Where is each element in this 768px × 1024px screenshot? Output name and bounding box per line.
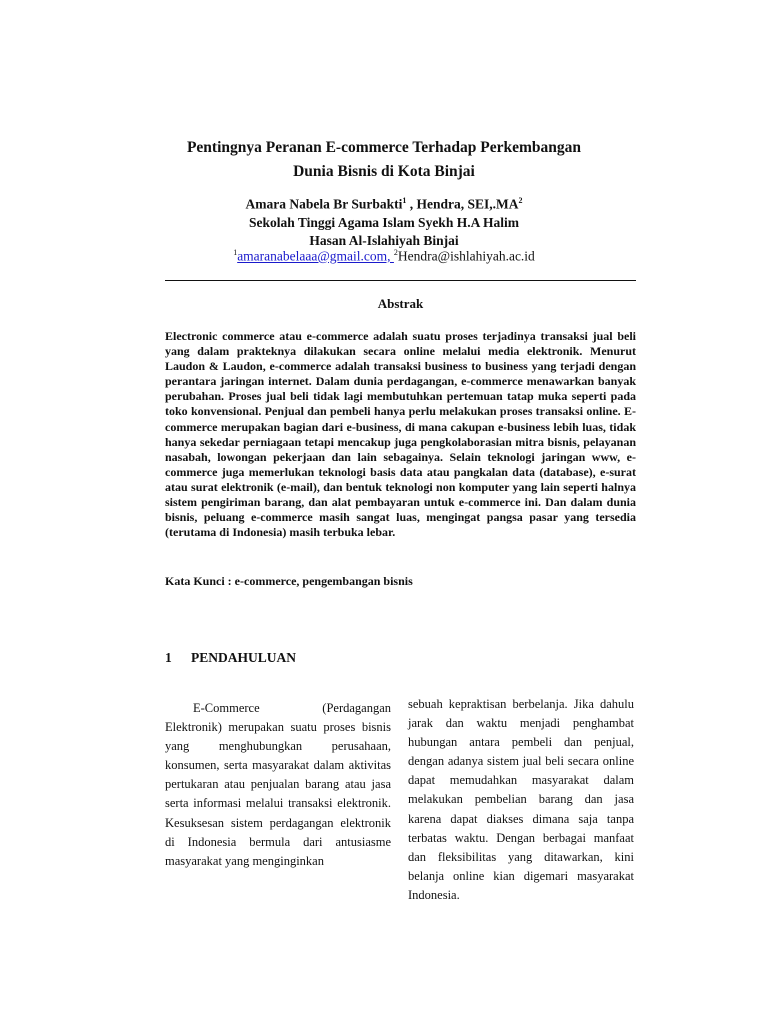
keywords-value: e-commerce, pengembangan bisnis (234, 574, 413, 588)
abstract-heading: Abstrak (377, 296, 424, 311)
author-line (150, 192, 618, 214)
email-1-link[interactable]: amaranabelaaa@gmail.com, (237, 248, 394, 264)
email-2-superscript: 2 (393, 248, 398, 257)
author-2-superscript: 2 (518, 196, 523, 205)
author-1-superscript: 1 (402, 196, 407, 205)
section-heading (165, 650, 296, 666)
section-number: 1 (165, 650, 172, 665)
title-line-1: Pentingnya Peranan E-commerce Terhadap Perkembangan (186, 139, 582, 156)
email-1-superscript: 1 (233, 248, 238, 257)
author-1-name: Amara Nabela Br Surbakti (245, 196, 403, 212)
author-separator: , (406, 196, 417, 212)
affiliation-line-1: Sekolah Tinggi Agama Islam Syekh H.A Halim (249, 214, 519, 230)
body-column-left: E-Commerce (Perdagangan Elektronik) merupakan suatu proses bisnis yang menghubungkan perusahaan, konsumen, serta masyarakat dalam aktivitas pertukaran atau penjualan barang atau jasa serta informasi melalui transaksi elektronik. Kesuksesan sistem perdagangan elektronik di Indonesia bermula dari antusiasme masyarakat yang menginginkan (165, 701, 391, 868)
header-divider (165, 280, 636, 281)
author-block (150, 192, 618, 250)
title-line-2: Dunia Bisnis di Kota Binjai (293, 163, 475, 180)
abstract-text: Electronic commerce atau e-commerce adalah suatu proses terjadinya transaksi jual beli yang dalam prakteknya dilakukan secara online melalui media elektronik. Menurut Laudon & Laudon, e-commerce adalah transaksi business to business yang terjadi dengan perantara jaringan internet. Dalam dunia perdagangan, e-commerce menawarkan banyak perubahan. Proses jual beli tidak lagi membutuhkan pertemuan tatap muka seperti pada toko konvensional. Penjual dan pembeli hanya perlu melakukan proses transaksi online. E-commerce merupakan bagian dari e-business, di mana cakupan e-business lebih luas, tidak hanya sekedar perniagaan tetapi mencakup juga pengkolaborasian mitra bisnis, pelayanan nasabah, lowongan pekerjaan dan lain sebagainya. Selain teknologi jaringan www, e-commerce juga memerlukan teknologi basis data atau pangkalan data (database), e-surat atau surat elektronik (e-mail), dan bentuk teknologi non komputer yang lain seperti halnya sistem pengiriman barang, dan alat pembayaran untuk e-commerce ini. Dan dalam dunia bisnis, peluang e-commerce masih sangat luas, mengingat pangsa pasar yang tersedia (terutama di Indonesia) masih terbuka lebar. (165, 329, 636, 540)
email-line (150, 244, 618, 266)
body-column-right: sebuah kepraktisan berbelanja. Jika dahulu jarak dan waktu menjadi penghambat hubungan antara pembeli dan penjual, dengan adanya sistem jual beli secara online dapat memudahkan masyarakat dalam melakukan pembelian barang dan jasa karena dapat diakses dimana saja tanpa terbatas waktu. Dengan berbagai manfaat dan fleksibilitas yang ditawarkan, kini belanja online kian digemari masyarakat Indonesia. (408, 697, 634, 902)
email-2-text: Hendra@ishlahiyah.ac.id (397, 248, 535, 264)
affiliation-line-2: Hasan Al-Islahiyah Binjai (309, 232, 459, 248)
keywords-line (165, 574, 636, 589)
author-2-name: Hendra, SEI,.MA (416, 196, 519, 212)
paper-title (150, 136, 618, 184)
section-title: PENDAHULUAN (191, 650, 297, 665)
keywords-label: Kata Kunci : (165, 574, 235, 588)
